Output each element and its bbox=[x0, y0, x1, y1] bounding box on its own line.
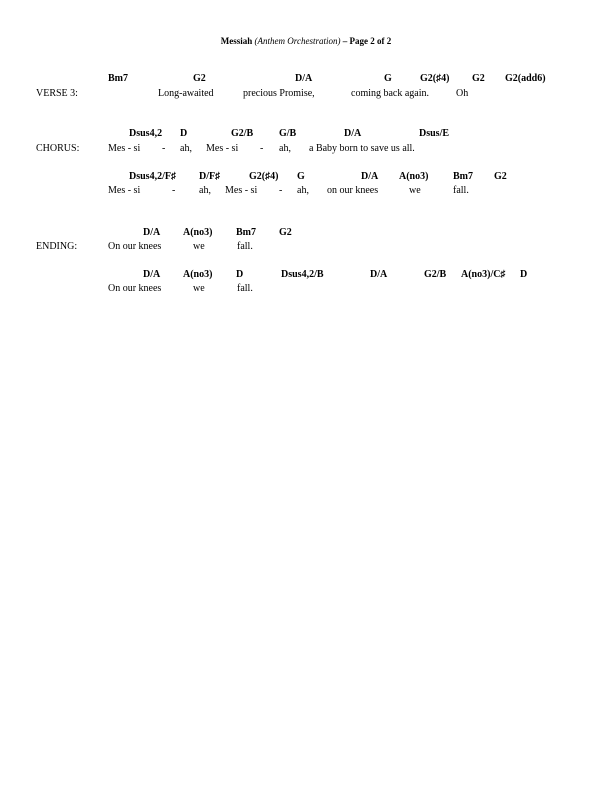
lyric-fragment: precious Promise, bbox=[243, 88, 315, 99]
page-number: – Page 2 of 2 bbox=[342, 36, 392, 46]
lyric-fragment: - bbox=[279, 185, 283, 196]
song-title: Messiah bbox=[220, 36, 253, 46]
chord-symbol: Dsus4,2/F♯ bbox=[129, 171, 176, 182]
chord-symbol: G2(♯4) bbox=[420, 73, 450, 84]
chord-symbol: A(no3) bbox=[183, 227, 213, 238]
chord-symbol: Bm7 bbox=[453, 171, 473, 182]
chord-symbol: A(no3)/C♯ bbox=[461, 269, 506, 280]
chord-symbol: G2/B bbox=[231, 128, 254, 139]
lyric-fragment: Oh bbox=[456, 88, 469, 99]
lyric-fragment: ah, bbox=[279, 143, 291, 154]
chord-symbol: G2 bbox=[193, 73, 206, 84]
lyric-fragment: we bbox=[193, 241, 205, 252]
chord-symbol: D/A bbox=[370, 269, 388, 280]
lyric-fragment: on our knees bbox=[327, 185, 379, 196]
lyric-fragment: we bbox=[193, 283, 205, 294]
lyric-fragment: fall. bbox=[453, 185, 469, 196]
chord-symbol: D/A bbox=[361, 171, 379, 182]
lyric-fragment: ah, bbox=[199, 185, 211, 196]
lyric-fragment: On our knees bbox=[108, 283, 162, 294]
section-label-ending: ENDING: bbox=[36, 241, 78, 252]
chord-symbol: Dsus4,2/B bbox=[281, 269, 324, 280]
page-title bbox=[0, 36, 612, 46]
chord-symbol: G2(♯4) bbox=[249, 171, 279, 182]
chord-symbol: D bbox=[520, 269, 528, 280]
chord-symbol: D bbox=[236, 269, 244, 280]
lyric-fragment: fall. bbox=[237, 241, 253, 252]
chord-symbol: Bm7 bbox=[236, 227, 256, 238]
lyric-fragment: Long-awaited bbox=[158, 88, 214, 99]
chord-symbol: A(no3) bbox=[399, 171, 429, 182]
chord-symbol: D/A bbox=[295, 73, 313, 84]
chord-symbol: Dsus/E bbox=[419, 128, 450, 139]
song-subtitle: (Anthem Orchestration) bbox=[254, 36, 341, 46]
chord-symbol: G/B bbox=[279, 128, 297, 139]
lyric-fragment: - bbox=[260, 143, 264, 154]
lyric-fragment: Mes - si bbox=[108, 143, 141, 154]
lyric-fragment: a Baby born to save us all. bbox=[309, 143, 415, 154]
chord-symbol: G2/B bbox=[424, 269, 447, 280]
section-label-chorus: CHORUS: bbox=[36, 143, 80, 154]
lyric-fragment: we bbox=[409, 185, 421, 196]
lyric-fragment: ah, bbox=[297, 185, 309, 196]
section-label-verse3: VERSE 3: bbox=[36, 88, 78, 99]
chord-symbol: G bbox=[384, 73, 392, 84]
lyric-fragment: ah, bbox=[180, 143, 192, 154]
chord-symbol: D bbox=[180, 128, 188, 139]
lyric-fragment: fall. bbox=[237, 283, 253, 294]
lyric-fragment: Mes - si bbox=[108, 185, 141, 196]
chord-symbol: G bbox=[297, 171, 305, 182]
chord-symbol: G2 bbox=[279, 227, 292, 238]
chord-symbol: D/A bbox=[344, 128, 362, 139]
lyric-fragment: On our knees bbox=[108, 241, 162, 252]
lyric-fragment: Mes - si bbox=[206, 143, 239, 154]
chord-symbol: D/A bbox=[143, 227, 161, 238]
chord-symbol: Bm7 bbox=[108, 73, 128, 84]
lyric-fragment: - bbox=[162, 143, 166, 154]
chord-symbol: D/A bbox=[143, 269, 161, 280]
chord-symbol: D/F♯ bbox=[199, 171, 221, 182]
chord-symbol: Dsus4,2 bbox=[129, 128, 163, 139]
lyric-fragment: - bbox=[172, 185, 176, 196]
lyric-fragment: coming back again. bbox=[351, 88, 430, 99]
chord-symbol: A(no3) bbox=[183, 269, 213, 280]
chord-symbol: G2(add6) bbox=[505, 73, 546, 84]
lyric-fragment: Mes - si bbox=[225, 185, 258, 196]
chord-symbol: G2 bbox=[472, 73, 485, 84]
chord-symbol: G2 bbox=[494, 171, 507, 182]
